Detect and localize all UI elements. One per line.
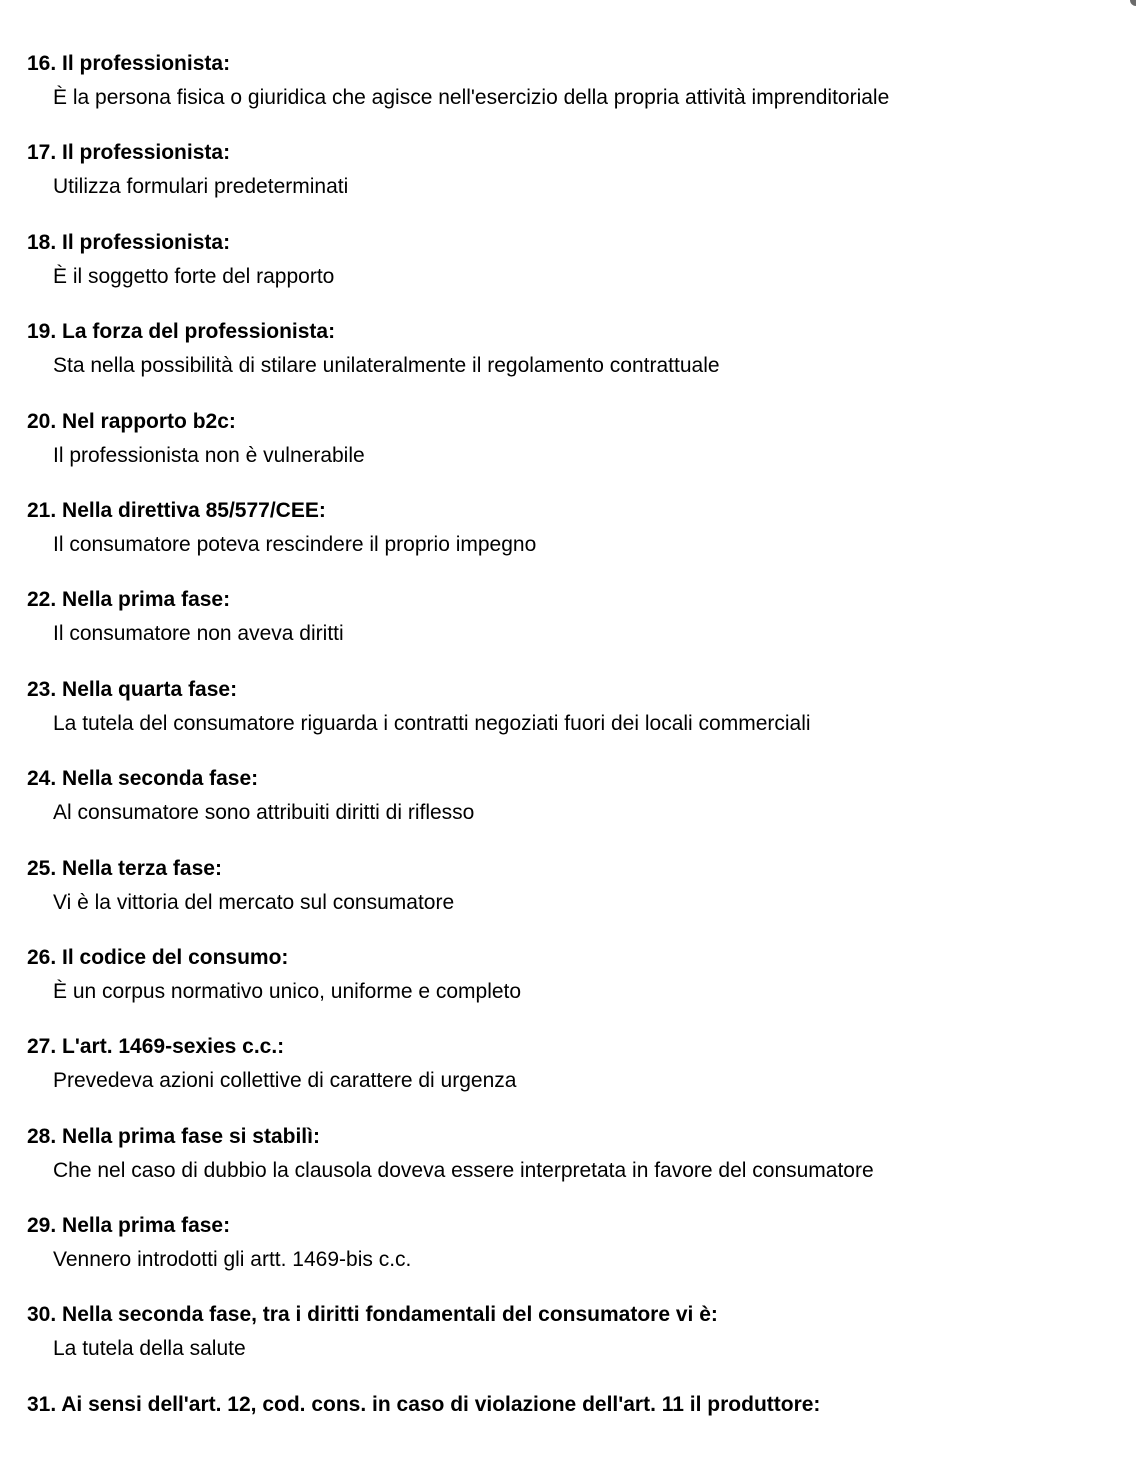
question-text: 31. Ai sensi dell'art. 12, cod. cons. in caso di violazione dell'art. 11 il produttore: (27, 1392, 821, 1416)
answer-text: Prevedeva azioni collettive di carattere di urgenza (53, 1069, 517, 1093)
answer-text: Il consumatore non aveva diritti (53, 622, 344, 646)
answer-text: Il professionista non è vulnerabile (53, 443, 365, 467)
question-text: 18. Il professionista: (27, 230, 231, 254)
qa-item (27, 229, 1107, 318)
qa-item (27, 765, 1107, 854)
answer-text: Al consumatore sono attribuiti diritti di riflesso (53, 801, 475, 825)
qa-item (27, 1301, 1107, 1390)
qa-item (27, 944, 1107, 1033)
question-text: 20. Nel rapporto b2c: (27, 409, 236, 433)
question-text: 19. La forza del professionista: (27, 320, 336, 344)
answer-text: Sta nella possibilità di stilare unilateralmente il regolamento contrattuale (53, 354, 720, 378)
answer-text: La tutela del consumatore riguarda i contratti negoziati fuori dei locali commerciali (53, 711, 811, 735)
question-text: 22. Nella prima fase: (27, 588, 231, 612)
qa-item (27, 497, 1107, 586)
answer-text: Vennero introdotti gli artt. 1469-bis c.c. (53, 1248, 412, 1272)
answer-text: Vi è la vittoria del mercato sul consumatore (53, 890, 455, 914)
qa-item (27, 586, 1107, 675)
answer-text: Che nel caso di dubbio la clausola doveva essere interpretata in favore del consumatore (53, 1158, 874, 1182)
qa-item (27, 139, 1107, 228)
qa-item (27, 1033, 1107, 1122)
qa-item (27, 855, 1107, 944)
answer-text: È la persona fisica o giuridica che agisce nell'esercizio della propria attività imprenditoriale (53, 86, 890, 109)
answer-text: È un corpus normativo unico, uniforme e completo (53, 979, 522, 1003)
qa-item (27, 1123, 1107, 1212)
question-text: 24. Nella seconda fase: (27, 767, 259, 791)
question-text: 30. Nella seconda fase, tra i diritti fondamentali del consumatore vi è: (27, 1303, 718, 1327)
qa-item (27, 1212, 1107, 1301)
question-text: 26. Il codice del consumo: (27, 945, 289, 969)
answer-text: È il soggetto forte del rapporto (53, 264, 335, 288)
qa-item (27, 318, 1107, 407)
question-text: 16. Il professionista: (27, 52, 231, 75)
answer-text: La tutela della salute (53, 1337, 246, 1361)
question-text: 27. L'art. 1469-sexies c.c.: (27, 1035, 285, 1059)
qa-item (27, 1391, 1107, 1480)
question-answer-list (27, 50, 1107, 1480)
corner-indicator (1130, 0, 1136, 6)
qa-item (27, 50, 1107, 139)
question-text: 21. Nella direttiva 85/577/CEE: (27, 498, 326, 522)
question-text: 23. Nella quarta fase: (27, 677, 238, 701)
answer-text: Utilizza formulari predeterminati (53, 175, 349, 199)
question-text: 29. Nella prima fase: (27, 1214, 231, 1238)
question-text: 17. Il professionista: (27, 141, 231, 165)
question-text: 25. Nella terza fase: (27, 856, 222, 880)
question-text: 28. Nella prima fase si stabilì: (27, 1124, 320, 1148)
answer-text: Il consumatore poteva rescindere il proprio impegno (53, 532, 537, 556)
qa-item (27, 408, 1107, 497)
qa-item (27, 676, 1107, 765)
